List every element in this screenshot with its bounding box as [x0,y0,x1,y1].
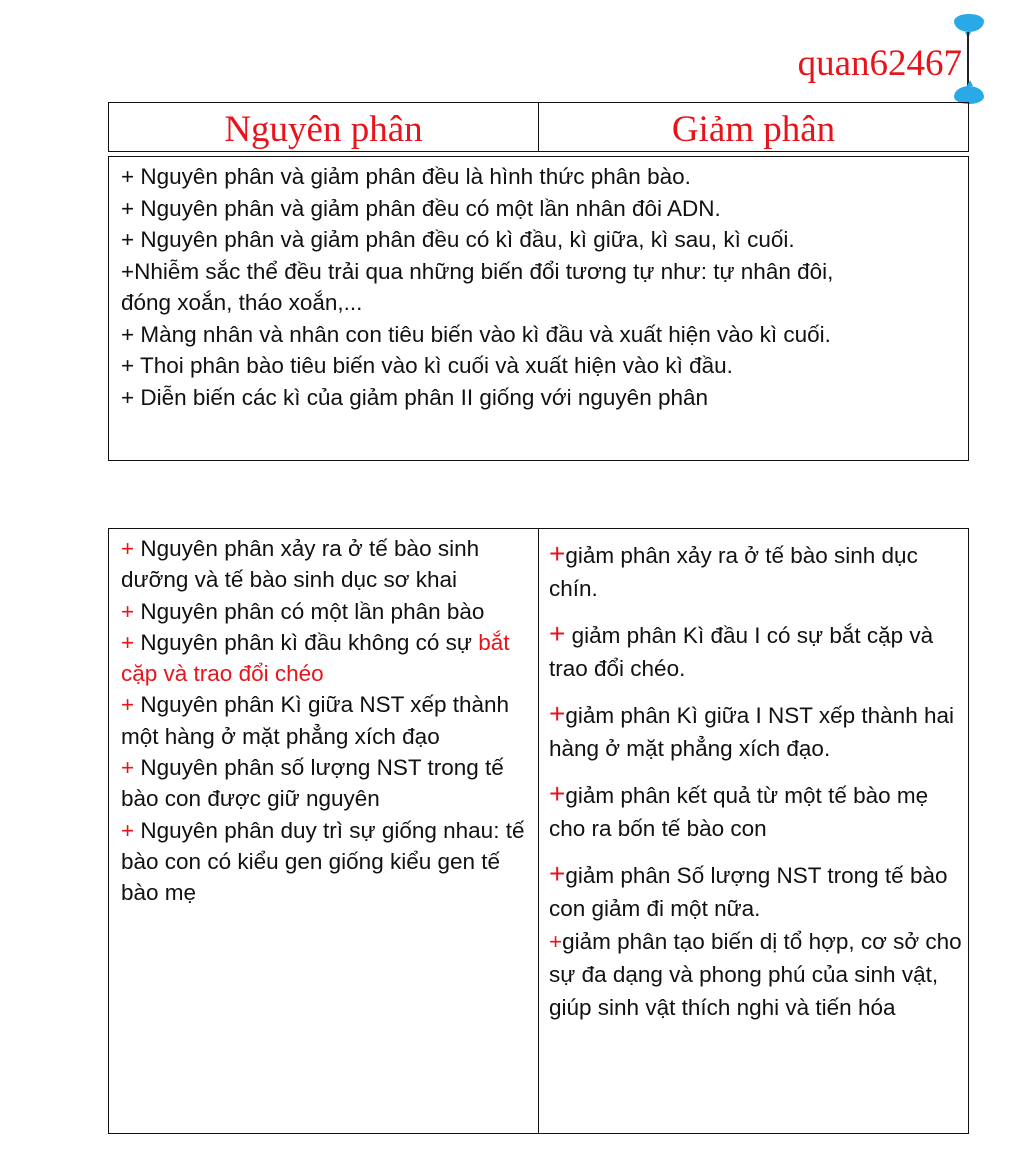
meiosis-difference-item: +giảm phân kết quả từ một tế bào mẹ cho ra bốn tế bào con [549,778,929,841]
mitosis-difference-item: + Nguyên phân duy trì sự giống nhau: tế bào con có kiểu gen giống kiểu gen tế bào mẹ [121,817,525,906]
similarity-line: + Nguyên phân và giảm phân đều có kì đầu, kì giữa, kì sau, kì cuối. [121,227,795,252]
meiosis-difference-item: +giảm phân Kì giữa I NST xếp thành hai hàng ở mặt phẳng xích đạo. [549,698,954,761]
mitosis-difference-item: + Nguyên phân có một lần phân bào [121,598,485,624]
meiosis-differences-column [539,529,968,1133]
plus-marker: + [121,536,135,561]
watermark-textbox[interactable] [770,22,970,98]
similarity-line: + Thoi phân bào tiêu biến vào kì cuối và xuất hiện vào kì đầu. [121,353,733,378]
similarity-line: + Nguyên phân và giảm phân đều là hình thức phân bào. [121,164,691,189]
plus-marker: + [549,858,566,889]
plus-marker: + [121,755,135,781]
similarity-line: đóng xoắn, tháo xoắn,... [121,290,363,315]
plus-marker: + [121,598,135,624]
plus-marker: + [549,929,563,954]
comparison-header-table [108,102,969,152]
similarity-line: + Màng nhân và nhân con tiêu biến vào kì đầu và xuất hiện vào kì cuối. [121,321,831,347]
mitosis-difference-item: + Nguyên phân số lượng NST trong tế bào con được giữ nguyên [121,755,504,812]
similarities-box [108,156,969,461]
mitosis-difference-item: + Nguyên phân kì đầu không có sự bắt cặp và trao đổi chéo [121,629,510,687]
plus-marker: + [121,629,135,655]
mitosis-difference-item: + Nguyên phân Kì giữa NST xếp thành một hàng ở mặt phẳng xích đạo [121,692,510,749]
watermark-text: quan62467 [797,43,962,84]
resize-handle-top-icon[interactable] [954,14,984,32]
mitosis-difference-item: + Nguyên phân xảy ra ở tế bào sinh dưỡng và tế bào sinh dục sơ khai [121,536,480,593]
meiosis-difference-item: +giảm phân tạo biến dị tổ hợp, cơ sở cho sự đa dạng và phong phú của sinh vật, giúp sinh vật thích nghi và tiến hóa [549,929,962,1020]
meiosis-difference-item: + giảm phân Kì đầu I có sự bắt cặp và trao đổi chéo. [549,618,934,681]
plus-marker: + [549,778,566,809]
plus-marker: + [121,817,135,843]
plus-marker: + [121,692,135,718]
differences-table [108,528,969,1134]
plus-marker: + [549,698,566,729]
header-meiosis: Giảm phân [538,103,968,151]
plus-marker: + [549,538,566,569]
mitosis-differences-column [109,529,539,1133]
similarity-line: + Diễn biến các kì của giảm phân II giống với nguyên phân [121,384,709,410]
header-mitosis: Nguyên phân [224,108,423,150]
meiosis-difference-item: +giảm phân Số lượng NST trong tế bào con giảm đi một nữa. [549,858,948,921]
similarity-line: +Nhiễm sắc thể đều trải qua những biến đổi tương tự như: tự nhân đôi, [121,258,834,284]
similarity-line: + Nguyên phân và giảm phân đều có một lần nhân đôi ADN. [121,195,721,221]
highlighted-phrase: bắt cặp và trao đổi chéo [121,629,510,687]
meiosis-difference-item: +giảm phân xảy ra ở tế bào sinh dục chín. [549,538,918,601]
plus-marker: + [549,618,566,649]
